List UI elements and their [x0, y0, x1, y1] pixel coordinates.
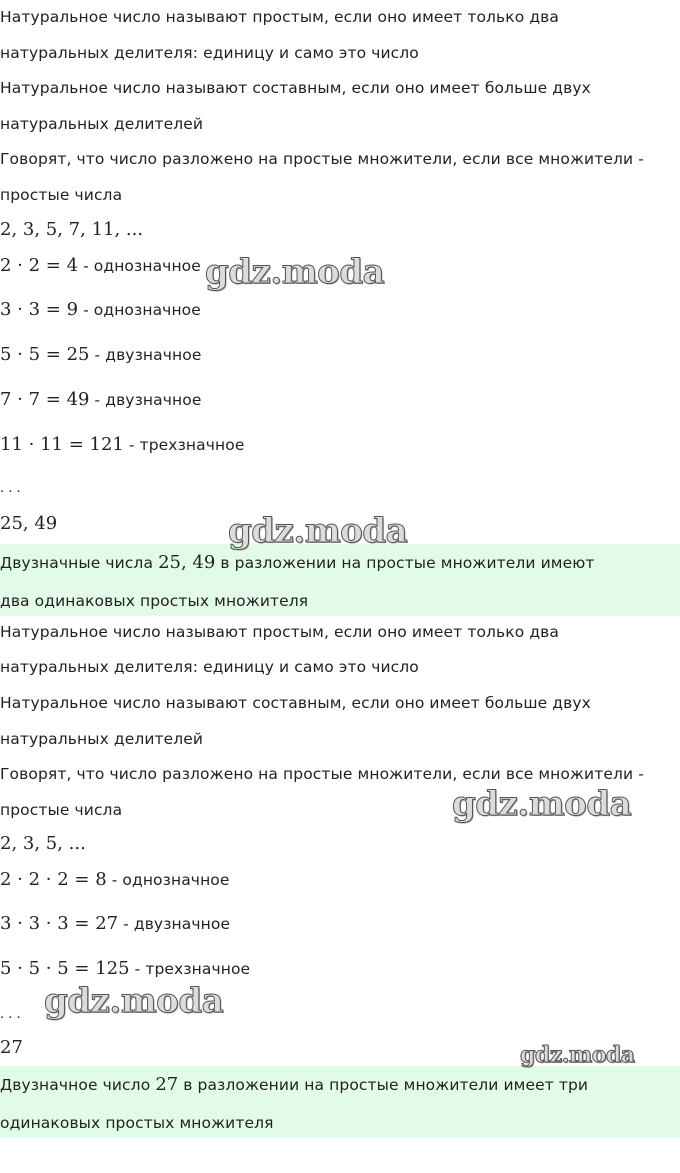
- calc-row: [0, 869, 230, 891]
- calc-row: [0, 434, 244, 456]
- result-numbers: 27: [0, 1037, 23, 1058]
- factorization-definition-line-2: простые числа: [0, 801, 123, 819]
- answer-text: Двузначные числа: [0, 554, 159, 572]
- calc-note: - двузначное: [89, 391, 202, 409]
- calc-note: - однозначное: [78, 301, 201, 319]
- watermark: gdz.moda: [44, 981, 224, 1021]
- calc-note: - трехзначное: [123, 436, 245, 454]
- answer-text: Двузначное число: [0, 1076, 156, 1094]
- calc-note: - однозначное: [106, 871, 230, 889]
- watermark: gdz.moda: [205, 252, 385, 292]
- calc-expression: 11 · 11 = 121: [0, 434, 124, 455]
- factorization-definition-line-1: Говорят, что число разложено на простые множители, если все множители -: [0, 150, 644, 168]
- calc-row: [0, 344, 201, 366]
- prime-definition-line-1: Натуральное число называют простым, если оно имеет только два: [0, 623, 559, 641]
- answer-text: одинаковых простых множителя: [0, 1114, 274, 1132]
- calc-row: [0, 389, 201, 411]
- answer-text: два одинаковых простых множителя: [0, 592, 309, 610]
- result-numbers: 25, 49: [0, 513, 58, 534]
- calc-row: [0, 913, 230, 935]
- calc-note: - трехзначное: [129, 960, 251, 978]
- calc-row: [0, 958, 250, 980]
- calc-expression: 5 · 5 = 25: [0, 344, 90, 365]
- primes-list: 2, 3, 5, 7, 11, ...: [0, 219, 144, 240]
- ellipsis: . . .: [0, 1007, 21, 1022]
- answer-numbers: 27: [155, 1074, 179, 1095]
- composite-definition-line-1: Натуральное число называют составным, если оно имеет больше двух: [0, 79, 591, 97]
- answer-box: [0, 1066, 680, 1138]
- composite-definition-line-2: натуральных делителей: [0, 115, 204, 133]
- calc-expression: 7 · 7 = 49: [0, 389, 90, 410]
- answer-text: в разложении на простые множители имеет три: [178, 1076, 589, 1094]
- composite-definition-line-1: Натуральное число называют составным, если оно имеет больше двух: [0, 694, 591, 712]
- primes-list: 2, 3, 5, ...: [0, 833, 86, 854]
- composite-definition-line-2: натуральных делителей: [0, 730, 204, 748]
- calc-row: [0, 255, 201, 277]
- calc-expression: 3 · 3 · 3 = 27: [0, 913, 119, 934]
- calc-expression: 3 · 3 = 9: [0, 299, 79, 320]
- answer-box: [0, 544, 680, 616]
- calc-expression: 5 · 5 · 5 = 125: [0, 958, 130, 979]
- calc-expression: 2 · 2 = 4: [0, 255, 79, 276]
- calc-note: - двузначное: [89, 346, 202, 364]
- prime-definition-line-2: натуральных делителя: единицу и само это число: [0, 44, 419, 62]
- watermark: gdz.moda: [228, 511, 408, 551]
- answer-numbers: 25, 49: [158, 552, 216, 573]
- prime-definition-line-2: натуральных делителя: единицу и само это число: [0, 658, 419, 676]
- prime-definition-line-1: Натуральное число называют простым, если оно имеет только два: [0, 8, 559, 26]
- calc-note: - однозначное: [78, 257, 201, 275]
- calc-expression: 2 · 2 · 2 = 8: [0, 869, 107, 890]
- calc-row: [0, 299, 201, 321]
- factorization-definition-line-2: простые числа: [0, 186, 123, 204]
- answer-text: в разложении на простые множители имеют: [215, 554, 595, 572]
- calc-note: - двузначное: [118, 915, 231, 933]
- ellipsis: . . .: [0, 481, 21, 496]
- factorization-definition-line-1: Говорят, что число разложено на простые множители, если все множители -: [0, 765, 644, 783]
- watermark: gdz.moda: [520, 1042, 635, 1068]
- watermark: gdz.moda: [452, 784, 632, 824]
